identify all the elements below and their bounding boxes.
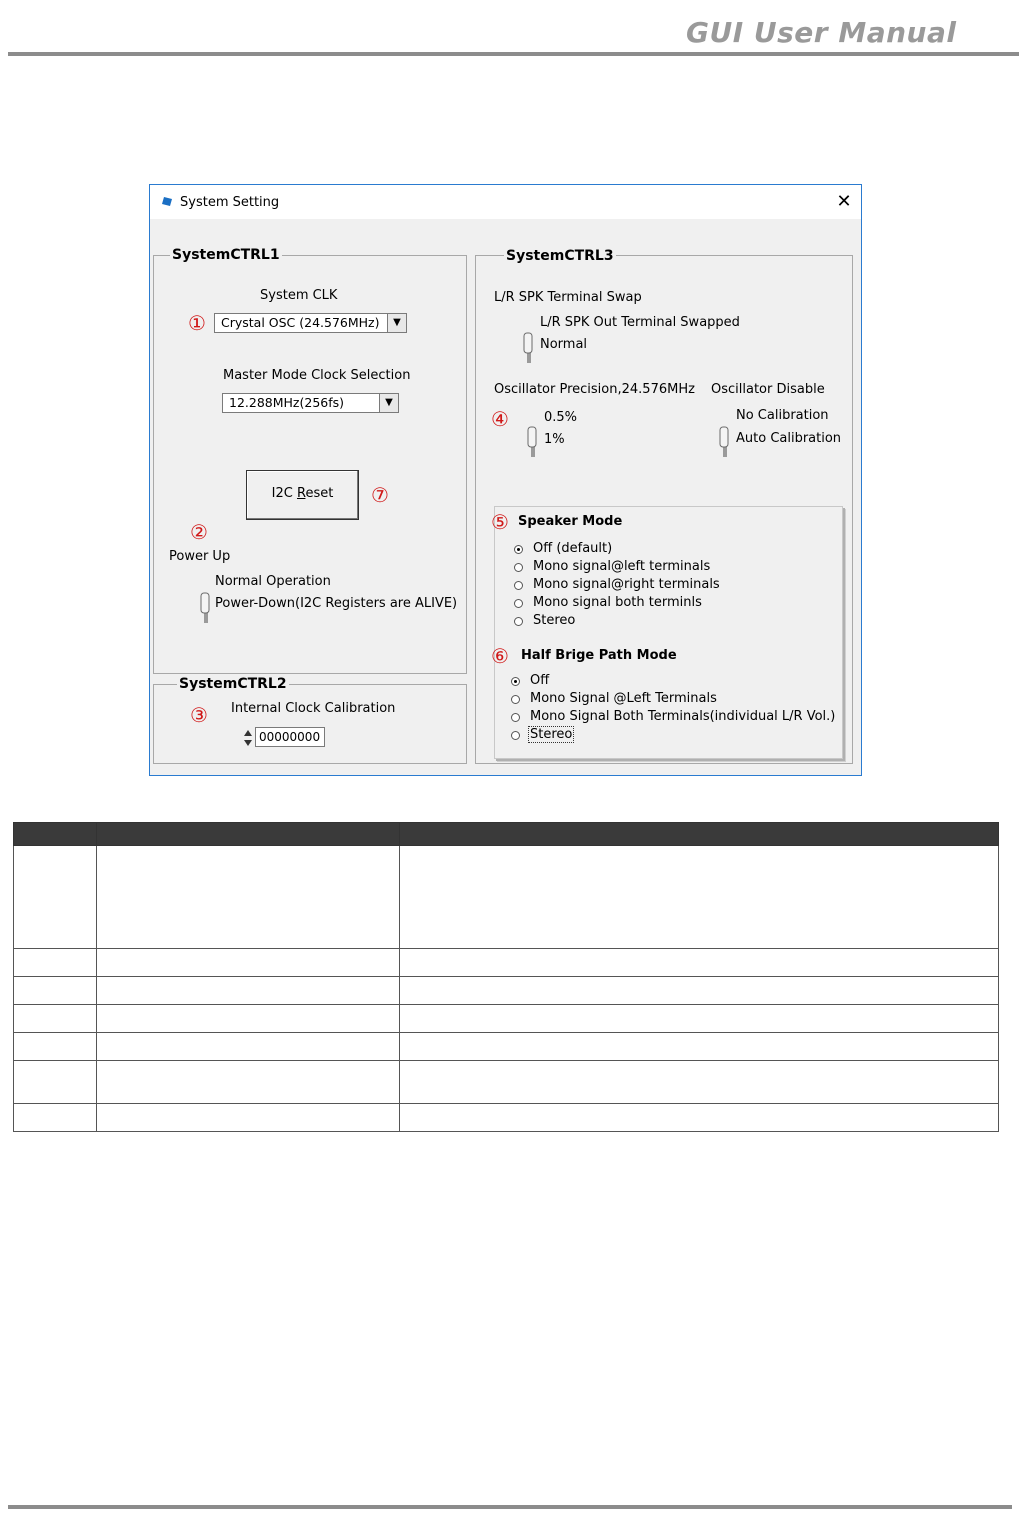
table-row: [14, 949, 999, 977]
footer-rule: [8, 1505, 1012, 1509]
table-cell: [97, 949, 400, 977]
table-cell: [14, 846, 97, 949]
table-cell: [14, 949, 97, 977]
table-cell: [97, 1033, 400, 1061]
spinner-arrows-icon[interactable]: [243, 727, 253, 749]
table-cell: [14, 1061, 97, 1104]
swap-swapped-label: L/R SPK Out Terminal Swapped: [540, 315, 740, 330]
marker-3: ③: [190, 703, 208, 727]
table-cell: [400, 1005, 999, 1033]
osc-disable-label: Oscillator Disable: [711, 382, 825, 397]
table-cell: [14, 977, 97, 1005]
header-rule: [8, 52, 1019, 56]
half-bridge-radio[interactable]: [511, 713, 520, 722]
i2c-reset-button[interactable]: [246, 470, 359, 520]
chevron-down-icon[interactable]: ▼: [379, 394, 398, 412]
half-bridge-option: Mono Signal Both Terminals(individual L/R Vol.): [530, 709, 836, 724]
window-title: System Setting: [180, 195, 280, 210]
spec-table: [13, 822, 999, 1132]
half-bridge-option: Mono Signal @Left Terminals: [530, 691, 717, 706]
half-bridge-radio[interactable]: [511, 731, 520, 740]
table-cell: [97, 846, 400, 949]
table-cell: [400, 1104, 999, 1132]
power-up-normal-label: Normal Operation: [215, 574, 331, 589]
half-bridge-radio[interactable]: [511, 677, 520, 686]
osc-precision-toggle[interactable]: [527, 425, 541, 459]
table-cell: [14, 1005, 97, 1033]
swap-normal-label: Normal: [540, 337, 588, 352]
system-clk-label: System CLK: [260, 288, 338, 303]
i2c-reset-prefix: I2C: [271, 486, 297, 501]
osc-precision-1-label: 1%: [544, 432, 565, 447]
marker-2: ②: [190, 520, 208, 544]
osc-precision-label: Oscillator Precision,24.576MHz: [494, 382, 695, 397]
table-cell: [14, 1104, 97, 1132]
power-up-toggle[interactable]: [200, 591, 214, 625]
table-row: [14, 1033, 999, 1061]
internal-clock-label: Internal Clock Calibration: [231, 701, 396, 716]
speaker-mode-radio[interactable]: [514, 581, 523, 590]
table-header-row: [14, 823, 999, 846]
table-cell: [97, 1104, 400, 1132]
table-cell: [400, 949, 999, 977]
systemctrl3-title: SystemCTRL3: [506, 248, 614, 264]
marker-7: ⑦: [371, 483, 389, 507]
table-cell: [400, 1061, 999, 1104]
table-header-cell: [400, 823, 999, 846]
swap-label: L/R SPK Terminal Swap: [494, 290, 642, 305]
table-row: [14, 1005, 999, 1033]
speaker-mode-radio[interactable]: [514, 617, 523, 626]
master-mode-label: Master Mode Clock Selection: [223, 368, 411, 383]
table-cell: [97, 977, 400, 1005]
speaker-mode-option: Mono signal both terminls: [533, 595, 702, 610]
master-mode-select[interactable]: [222, 393, 399, 413]
table-cell: [400, 846, 999, 949]
table-header-cell: [97, 823, 400, 846]
speaker-mode-option: Stereo: [533, 613, 576, 628]
marker-5: ⑤: [491, 510, 509, 534]
table-cell: [400, 1033, 999, 1061]
speaker-mode-radio[interactable]: [514, 545, 523, 554]
marker-1: ①: [188, 311, 206, 335]
speaker-mode-title: Speaker Mode: [518, 514, 623, 529]
speaker-mode-option: Off (default): [533, 541, 613, 556]
master-mode-value: 12.288MHz(256fs): [229, 395, 345, 410]
table-row: [14, 977, 999, 1005]
manual-header-title: GUI User Manual: [686, 16, 957, 49]
swap-toggle[interactable]: [523, 331, 537, 365]
marker-4: ④: [491, 407, 509, 431]
speaker-mode-radio[interactable]: [514, 563, 523, 572]
table-header-cell: [14, 823, 97, 846]
speaker-mode-option: Mono signal@left terminals: [533, 559, 711, 574]
table-cell: [400, 977, 999, 1005]
system-setting-window: [149, 184, 862, 776]
table-cell: [14, 1033, 97, 1061]
table-cell: [97, 1061, 400, 1104]
marker-6: ⑥: [491, 644, 509, 668]
table-row: [14, 846, 999, 949]
app-icon: [162, 196, 173, 207]
speaker-mode-option: Mono signal@right terminals: [533, 577, 720, 592]
systemctrl2-title: SystemCTRL2: [179, 676, 287, 692]
speaker-mode-radio[interactable]: [514, 599, 523, 608]
power-up-label: Power Up: [169, 549, 231, 564]
system-clk-select[interactable]: [214, 313, 407, 333]
chevron-down-icon[interactable]: ▼: [387, 314, 406, 332]
i2c-reset-mnemonic: R: [297, 486, 306, 501]
table-row: [14, 1061, 999, 1104]
half-bridge-title: Half Brige Path Mode: [521, 648, 677, 663]
close-button[interactable]: ✕: [836, 191, 852, 212]
half-bridge-option: Off: [530, 673, 550, 688]
osc-disable-nocal-label: No Calibration: [736, 408, 829, 423]
half-bridge-radio[interactable]: [511, 695, 520, 704]
system-clk-value: Crystal OSC (24.576MHz): [221, 315, 380, 330]
title-bar[interactable]: [150, 185, 861, 219]
i2c-reset-suffix: eset: [305, 486, 334, 501]
systemctrl1-title: SystemCTRL1: [172, 247, 280, 263]
table-cell: [97, 1005, 400, 1033]
osc-disable-toggle[interactable]: [719, 425, 733, 459]
half-bridge-option: Stereo: [530, 727, 573, 742]
osc-disable-autocal-label: Auto Calibration: [736, 431, 842, 446]
power-up-powerdown-label: Power-Down(I2C Registers are ALIVE): [215, 596, 458, 611]
internal-clock-input[interactable]: 00000000: [255, 727, 325, 747]
table-row: [14, 1104, 999, 1132]
osc-precision-05-label: 0.5%: [544, 410, 578, 425]
